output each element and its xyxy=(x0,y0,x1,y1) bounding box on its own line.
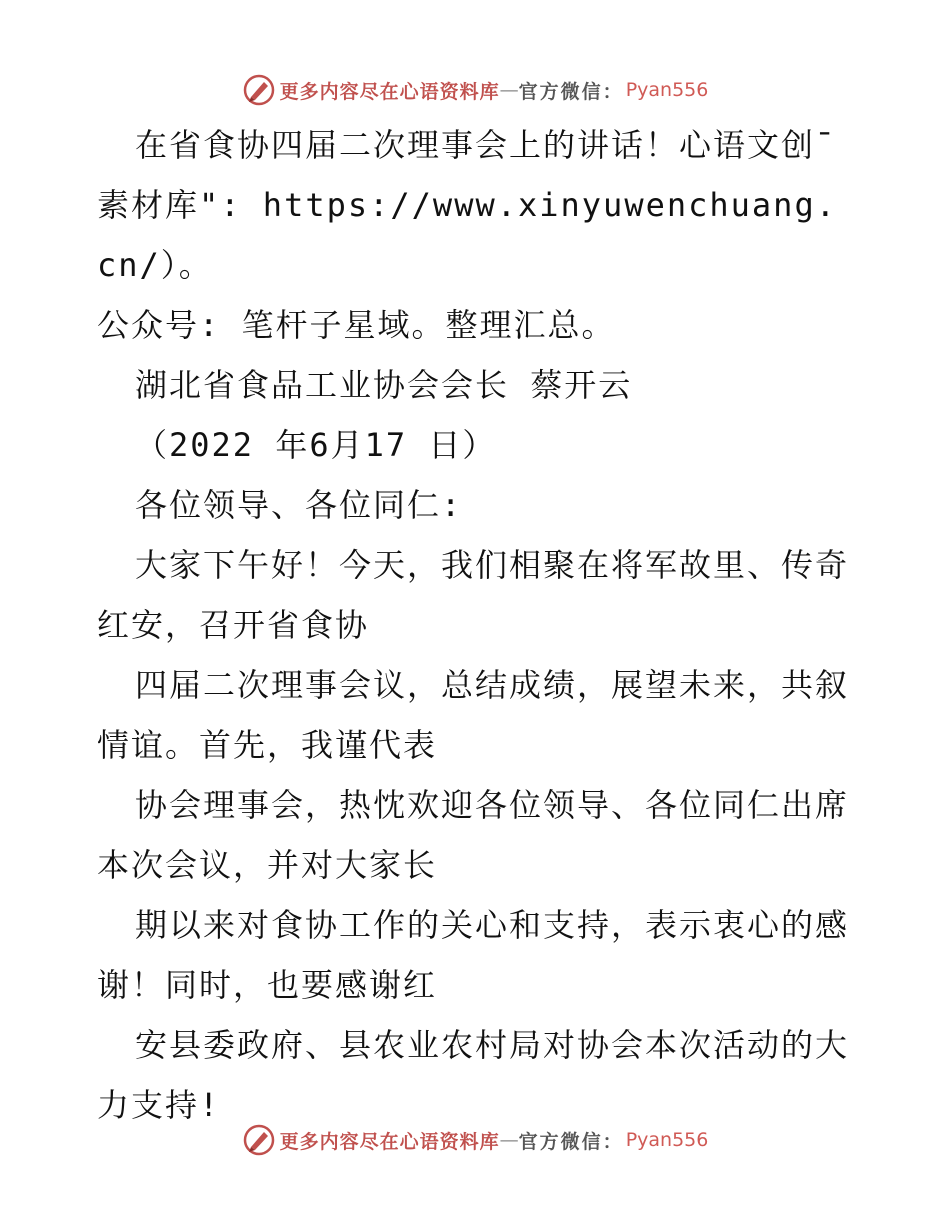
banner-wechat-label: 官方微信： xyxy=(518,80,624,103)
footer-banner xyxy=(0,1120,950,1160)
pen-logo-icon xyxy=(242,1123,276,1157)
speaker-line: 湖北省食品工业协会会长 蔡开云 xyxy=(135,366,633,404)
banner-site-text: 更多内容尽在心语资料库 xyxy=(279,80,500,103)
body-paragraph: 协会理事会，热忱欢迎各位领导、各位同仁出席本次会议，并对大家长 xyxy=(97,786,850,884)
body-paragraph: 安县委政府、县农业农村局对协会本次活动的大力支持! xyxy=(97,1026,850,1124)
pen-logo-icon xyxy=(242,73,276,107)
body-paragraph: 四届二次理事会议，总结成绩，展望未来，共叙情谊。首先，我谨代表 xyxy=(97,666,850,764)
banner-wechat-id: Pyan556 xyxy=(625,79,709,101)
banner-separator: — xyxy=(499,1129,519,1151)
body-paragraph: 期以来对食协工作的关心和支持，表示衷心的感谢！同时，也要感谢红 xyxy=(97,906,850,1004)
document-body xyxy=(97,115,853,1135)
banner-site-text: 更多内容尽在心语资料库 xyxy=(279,1130,500,1153)
salutation: 各位领导、各位同仁: xyxy=(135,486,463,524)
banner-separator: — xyxy=(499,79,519,101)
header-banner xyxy=(0,70,950,110)
banner-wechat-label: 官方微信： xyxy=(518,1130,624,1153)
title-line-3: 公众号: 笔杆子星域。整理汇总。 xyxy=(97,306,616,344)
title-line-1: 在省食协四届二次理事会上的讲话！心语文创¯ xyxy=(135,126,837,164)
date-line: （2022 年6月17 日） xyxy=(135,426,497,464)
banner-wechat-id: Pyan556 xyxy=(625,1129,709,1151)
body-paragraph: 大家下午好！今天，我们相聚在将军故里、传奇红安，召开省食协 xyxy=(97,546,850,644)
title-line-2: 素材库": https://www.xinyuwenchuang.cn/）。 xyxy=(97,186,837,284)
